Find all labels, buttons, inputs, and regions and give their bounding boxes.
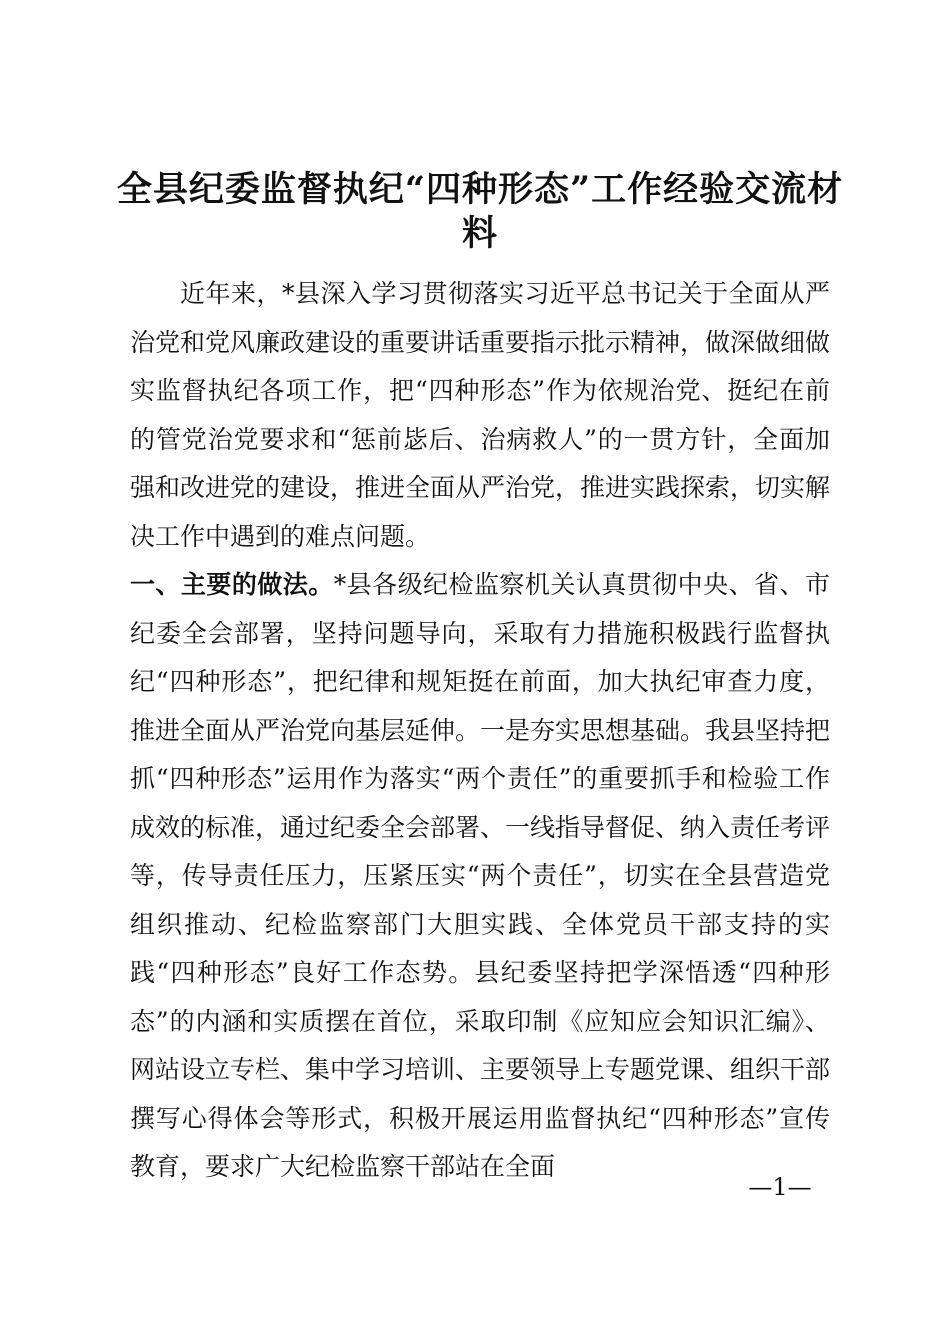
document-title: 全县纪委监督执纪“四种形态”工作经验交流材料 [116,169,844,254]
section-1-text: *县各级纪检监察机关认真贯彻中央、省、市纪委全会部署，坚持问题导向，采取有力措施积极践行监督执纪“四种形态”，把纪律和规矩挺在前面，加大执纪审查力度，推进全面从严治党向基层延伸。一是夯实思想基础。我县坚持把抓“四种形态”运用作为落实“两个责任”的重要抓手和检验工作成效的标准，通过纪委全会部署、一线指导督促、纳入责任考评等，传导责任压力，压紧压实“两个责任”，切实在全县营造党组织推动、纪检监察部门大胆实践、全体党员干部支持的实践“四种形态”良好工作态势。县纪委坚持把学深悟透“四种形态”的内涵和实质摆在首位，采取印制《应知应会知识汇编》、网站设立专栏、集中学习培训、主要领导上专题党课、组织干部撰写心得体会等形式，积极开展运用监督执纪“四种形态”宣传教育，要求广大纪检监察干部站在全面 [130,570,831,1181]
document-body [130,270,830,1192]
intro-paragraph: 近年来，*县深入学习贯彻落实习近平总书记关于全面从严治党和党风廉政建设的重要讲话重要指示批示精神，做深做细做实监督执纪各项工作，把“四种形态”作为依规治党、挺纪在前的管党治党要求和“惩前毖后、治病救人”的一贯方针，全面加强和改进党的建设，推进全面从严治党，推进实践探索，切实解决工作中遇到的难点问题。 [130,279,831,551]
section-1-heading: 一、主要的做法。 [130,570,334,599]
section-1-paragraph [130,561,830,1192]
page-number: —1— [748,1173,812,1201]
